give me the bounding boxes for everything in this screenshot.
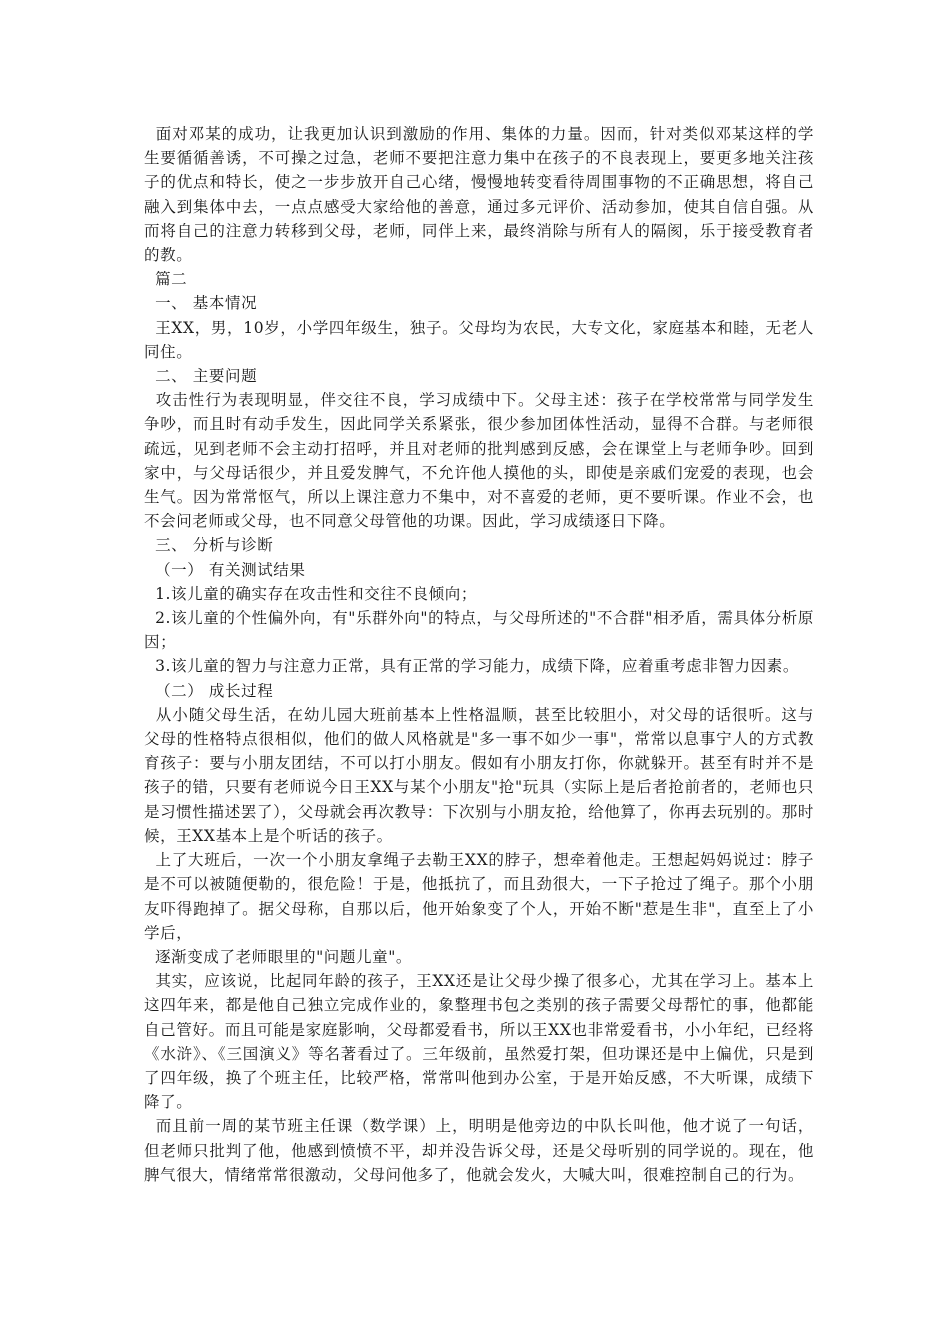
paragraph-main-problem: 攻击性行为表现明显，伴交往不良，学习成绩中下。父母主述：孩子在学校常常与同学发生争吵，而且时有动手发生，因此同学关系紧张，很少参加团体性活动，显得不合群。与老师很疏远，见到老师不会主动打招呼，并且对老师的批判感到反感，会在课堂上与老师争吵。回到家中，与父母话很少，并且爱发脾气，不允许他人摸他的头，即使是亲戚们宠爱的表现，也会生气。因为常常怄气，所以上课注意力不集中，对不喜爱的老师，更不要听课。作业不会，也不会问老师或父母，也不同意父母管他的功课。因此，学习成绩逐日下降。 bbox=[144, 391, 814, 531]
paragraph-basic-info: 王XX，男，10岁，小学四年级生，独子。父母均为农民，大专文化，家庭基本和睦，无老人同住。 bbox=[144, 318, 814, 361]
heading-basic-info: 一、 基本情况 bbox=[144, 294, 258, 313]
list-item-1: 1.该儿童的确实存在攻击性和交往不良倾向； bbox=[144, 584, 477, 603]
paragraph-growth-5: 而且前一周的某节班主任课（数学课）上，明明是他旁边的中队长叫他，他才说了一句话，但老师只批判了他，他感到愤愤不平，却并没告诉父母，还是父母听别的同学说的。现在，他脾气很大，情绪常常很激动，父母问他多了，他就会发火，大喊大叫，很难控制自己的行为。 bbox=[144, 1117, 814, 1184]
document-page bbox=[144, 122, 814, 1187]
list-item-3: 3.该儿童的智力与注意力正常，具有正常的学习能力，成绩下降，应着重考虑非智力因素。 bbox=[144, 657, 799, 676]
subheading-growth: （二） 成长过程 bbox=[144, 681, 274, 700]
paragraph-intro: 面对邓某的成功，让我更加认识到激励的作用、集体的力量。因而，针对类似邓某这样的学生要循循善诱，不可操之过急，老师不要把注意力集中在孩子的不良表现上，要更多地关注孩子的优点和特长，使之一步步放开自己心绪，慢慢地转变看待周围事物的不正确思想，将自己融入到集体中去，一点点感受大家给他的善意，通过多元评价、活动参加，使其自信自强。从而将自己的注意力转移到父母，老师，同伴上来，最终消除与所有人的隔阂，乐于接受教育者的教。 bbox=[144, 125, 814, 265]
paragraph-growth-3: 逐渐变成了老师眼里的"问题儿童"。 bbox=[144, 947, 413, 966]
paragraph-growth-1: 从小随父母生活，在幼儿园大班前基本上性格温顺，甚至比较胆小，对父母的话很听。这与父母的性格特点很相似，他们的做人风格就是"多一事不如少一事"，常常以息事宁人的方式教育孩子：要与小朋友团结，不可以打小朋友。假如有小朋友打你，你就躲开。甚至有时并不是孩子的错，只要有老师说今日王XX与某个小朋友"抢"玩具（实际上是后者抢前者的，老师也只是习惯性描述罢了），父母就会再次教导：下次别与小朋友抢，给他算了，你再去玩别的。那时候，王XX基本上是个听话的孩子。 bbox=[144, 705, 814, 845]
list-item-2: 2.该儿童的个性偏外向，有"乐群外向"的特点，与父母所述的"不合群"相矛盾，需具体分析原因； bbox=[144, 609, 814, 652]
paragraph-growth-4: 其实，应该说，比起同年龄的孩子，王XX还是让父母少操了很多心，尤其在学习上。基本上这四年来，都是他自己独立完成作业的，象整理书包之类别的孩子需要父母帮忙的事，他都能自己管好。而且可能是家庭影响，父母都爱看书，所以王XX也非常爱看书，小小年纪，已经将《水浒》、《三国演义》等名著看过了。三年级前，虽然爱打架，但功课还是中上偏优，只是到了四年级，换了个班主任，比较严格，常常叫他到办公室，于是开始反感，不大听课，成绩下降了。 bbox=[144, 972, 814, 1112]
heading-analysis: 三、 分析与诊断 bbox=[144, 536, 274, 555]
subheading-test-results: （一） 有关测试结果 bbox=[144, 560, 306, 579]
heading-main-problem: 二、 主要问题 bbox=[144, 367, 258, 386]
section-title-pian-er: 篇二 bbox=[144, 270, 188, 289]
paragraph-growth-2: 上了大班后，一次一个小朋友拿绳子去勒王XX的脖子，想牵着他走。王想起妈妈说过：脖子是不可以被随便勒的，很危险！于是，他抵抗了，而且劲很大，一下子抢过了绳子。那个小朋友吓得跑掉了。据父母称，自那以后，他开始象变了个人，开始不断"惹是生非"，直至上了小学后， bbox=[144, 851, 814, 942]
